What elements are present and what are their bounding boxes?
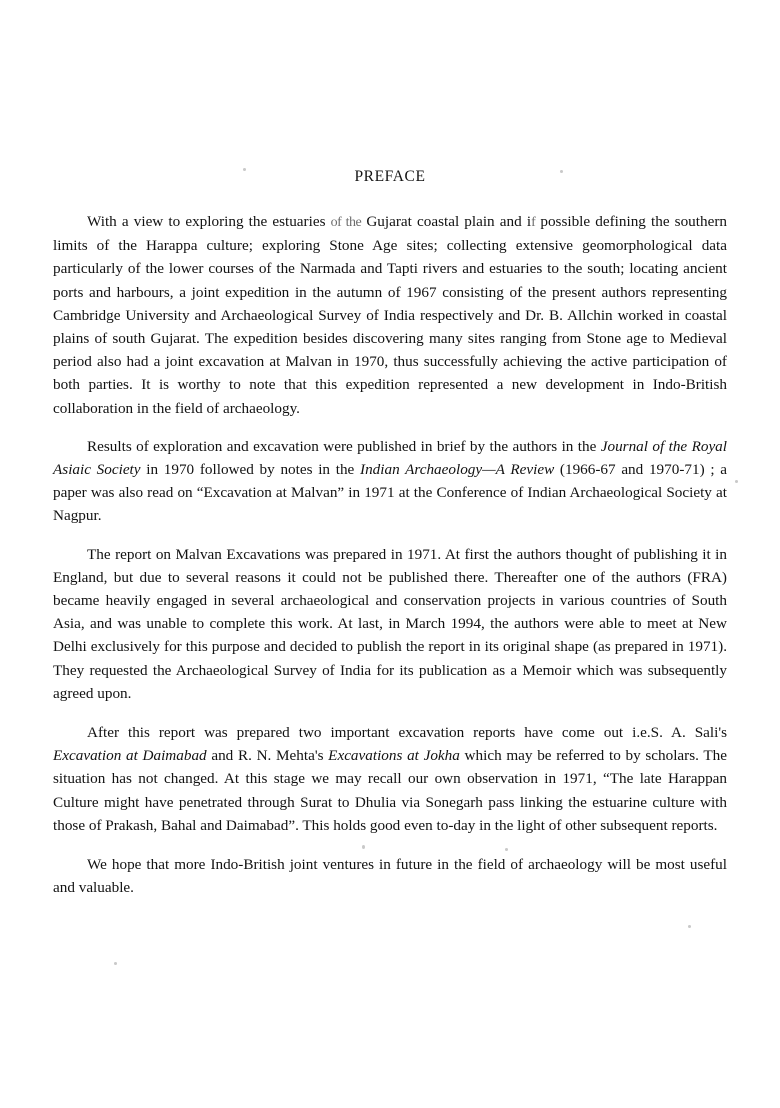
italic-title: Journal of the Royal Asiaic Society xyxy=(53,437,727,479)
paragraph-5 xyxy=(53,853,727,899)
paragraph-4 xyxy=(53,721,727,837)
italic-title: Indian Archaeology—A Review xyxy=(360,461,555,479)
body-text: After this report was prepared two important excavation reports have come out i.e.S. A. Sali's xyxy=(87,724,727,742)
degraded-text: of the xyxy=(330,215,362,230)
body-text: Gujarat coastal plain and i xyxy=(361,213,532,230)
paragraph-3 xyxy=(53,543,727,705)
paragraph-1 xyxy=(53,210,727,420)
body-text: (1966-67 and 1970-71) ; a paper was also read on “Excavation at Malvan” in 1971 at the Conference of Indian Archaeological Society at Nagpur. xyxy=(53,461,728,525)
body-text: and R. N. Mehta's xyxy=(206,747,329,765)
body-text: which may be referred to by scholars. The situation has not changed. At this stage we may recall our own observation in 1971, “The late Harappan Culture might have penetrated through Surat to Dhulia via Sonegarh pass linking the estuarine culture with those of Prakash, Bahal and Daimabad”. This holds good even to-day in the light of other subsequent reports. xyxy=(53,747,727,834)
body-text: in 1970 followed by notes in the xyxy=(140,461,361,479)
body-text: With a view to exploring the estuaries xyxy=(87,213,331,230)
body-text: Results of exploration and excavation were published in brief by the authors in the xyxy=(87,437,601,455)
body-text: We hope that more Indo-British joint ventures in future in the field of archaeology will be most useful and valuable. xyxy=(53,856,727,897)
scan-speck xyxy=(114,962,117,965)
scan-speck xyxy=(688,925,691,928)
italic-title: Excavations at Jokha xyxy=(328,747,460,765)
body-text: possible defining the southern limits of the Harappa culture; exploring Stone Age sites; collecting extensive geomorphological data particularly of the lower courses of the Narmada and Tapti rivers and estuaries to the south; locating ancient ports and harbours, a joint expedition in the autumn of 1967 consisting of the present authors representing Cambridge University and Archaeological Survey of India respectively and Dr. B. Allchin worked in coastal plains of south Gujarat. The expedition besides discovering many sites ranging from Stone age to Medieval period also had a joint excavation at Malvan in 1970, thus successfully achieving the active participation of both parties. It is worthy to note that this expedition represented a new development in Indo-British collaboration in the field of archaeology. xyxy=(53,213,727,417)
scan-speck xyxy=(735,480,738,483)
italic-title: Excavation at Daimabad xyxy=(53,747,207,765)
degraded-text: f xyxy=(531,215,536,230)
body-text: The report on Malvan Excavations was prepared in 1971. At first the authors thought of publishing it in England, but due to several reasons it could not be published there. Thereafter one of the authors (FRA) became heavily engaged in several archaeological and conservation projects in various countries of South Asia, and was unable to complete this work. At last, in March 1994, the authors were able to meet at New Delhi exclusively for this purpose and decided to publish the report in its original shape (as prepared in 1971). They requested the Archaeological Survey of India for its publication as a Memoir which was subsequently agreed upon. xyxy=(53,545,727,702)
page-title: PREFACE xyxy=(354,168,426,185)
document-body xyxy=(53,0,727,899)
paragraph-2 xyxy=(53,435,727,528)
